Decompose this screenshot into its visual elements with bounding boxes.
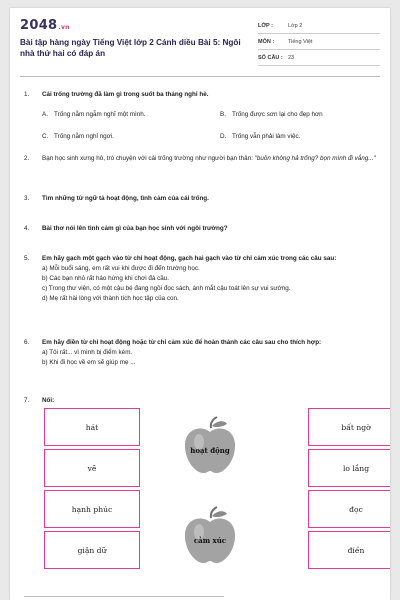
apple-label-emotion: cảm xúc: [193, 536, 227, 545]
q5-item-b: b) Các bạn nhỏ rất háo hứng khi chơi đá cầu.: [42, 275, 170, 282]
option-a[interactable]: A. Trống nằm ngẫm nghĩ một mình.: [42, 111, 146, 118]
q5-item-c: c) Trong thư viện, có một cậu bé đang ngồi đọc sách, ánh mắt cậu toát lên sự vui sướng.: [42, 285, 291, 292]
meta-row-subject: MÔN : Tiếng Việt: [258, 34, 380, 50]
worksheet-page: [10, 8, 390, 600]
option-d[interactable]: D. Trống vẫn phải làm việc.: [220, 133, 301, 140]
option-b[interactable]: B. Trống được sơn lại cho đẹp hơn: [220, 111, 323, 118]
header: [20, 18, 380, 74]
apple-label-activity: hoạt động: [190, 446, 230, 455]
question-5: 5. Em hãy gạch một gạch vào từ chỉ hoạt động, gạch hai gạch vào từ chỉ cảm xúc trong các câu sau: a) Mỗi buổi sáng, em rất vui khi được đi đến trường học. b) Các bạn nhỏ rất háo hứng khi chơi đá cầu. c) Trong thư viện, có một cậu bé đang ngồi đọc sách, ánh mắt cậu toát lên sự vui sướng. d) Mẹ rất hài lòng với thành tích học tập của con.: [24, 254, 376, 324]
question-3: 3. Tìm những từ ngữ tả hoạt động, tình cảm của cái trống.: [24, 195, 209, 202]
option-c[interactable]: C. Trống nằm nghỉ ngơi.: [42, 133, 114, 140]
match-left-4[interactable]: giận dữ: [44, 531, 140, 569]
question-1: 1. Cái trống trường đã làm gì trong suốt ba tháng nghỉ hè. A. Trống nằm ngẫm nghĩ một mình. B. Trống được sơn lại cho đẹp hơn C. Trống nằm nghỉ ngơi. D. Trống vẫn phải làm việc.: [24, 91, 323, 140]
site-logo[interactable]: 2048.vn: [20, 18, 70, 33]
meta-row-grade: LỚP : Lớp 2: [258, 18, 380, 34]
header-divider: [20, 76, 380, 77]
match-right-2[interactable]: lo lắng: [308, 449, 390, 487]
q6-item-b: b) Khi đi học về em sẽ giúp mẹ ...: [42, 359, 136, 366]
next-question-hint: [24, 596, 224, 597]
question-6: 6. Em hãy điền từ chỉ hoạt động hoặc từ chỉ cảm xúc để hoàn thành các câu sau cho thích hợp: a) Tôi rất... vì mình bị điểm kém. b) Khi đi học về em sẽ giúp mẹ ...: [24, 338, 376, 370]
match-right-3[interactable]: đọc: [308, 490, 390, 528]
meta-row-count: SỐ CÂU : 23: [258, 50, 380, 66]
match-right-4[interactable]: điền: [308, 531, 390, 569]
match-left-1[interactable]: hát: [44, 408, 140, 446]
apple-activity[interactable]: [180, 416, 240, 476]
document-title: Bài tập hàng ngày Tiếng Việt lớp 2 Cánh diều Bài 5: Ngôi nhà thứ hai có đáp án: [20, 38, 241, 58]
question-2: 2. Bạn học sinh xưng hô, trò chuyện với cái trống trường như người bạn thân: "buồn không hả trống? bọn mình đi vắng...": [24, 155, 376, 162]
q5-item-d: d) Mẹ rất hài lòng với thành tích học tập của con.: [42, 295, 179, 302]
question-7: 7. Nối:: [24, 397, 55, 404]
apple-emotion[interactable]: [180, 506, 240, 566]
match-right-1[interactable]: bất ngờ: [308, 408, 390, 446]
q5-item-a: a) Mỗi buổi sáng, em rất vui khi được đi đến trường học.: [42, 265, 200, 272]
question-4: 4. Bài thơ nói lên tình cảm gì của bạn học sinh với ngôi trường?: [24, 225, 228, 232]
q6-item-a: a) Tôi rất... vì mình bị điểm kém.: [42, 349, 133, 356]
match-left-2[interactable]: vẽ: [44, 449, 140, 487]
meta-table: [258, 18, 380, 66]
match-left-3[interactable]: hạnh phúc: [44, 490, 140, 528]
